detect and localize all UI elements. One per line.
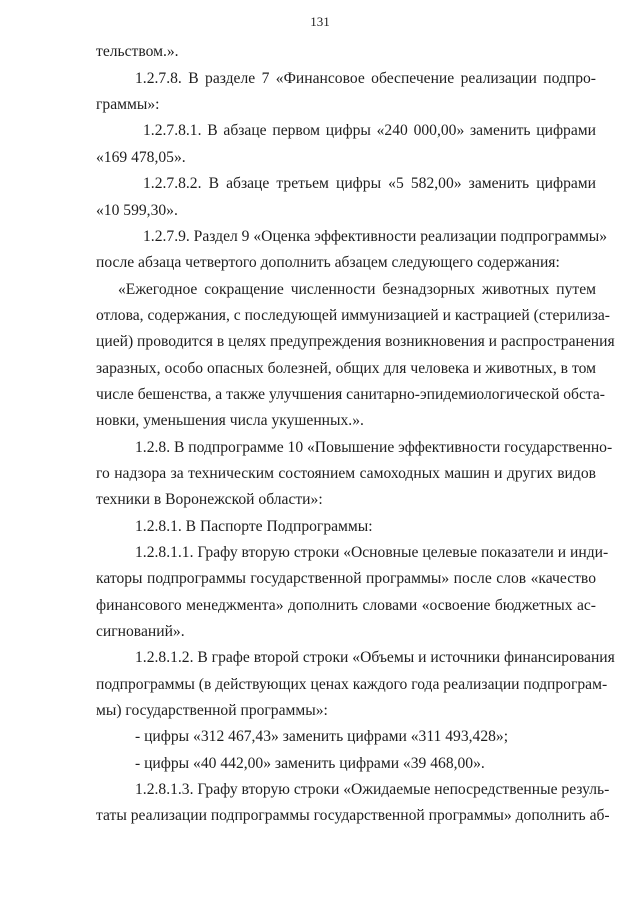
text-line: 1.2.8.1.1. Графу вторую строки «Основные целевые показатели и инди-	[135, 544, 609, 561]
text-line: 1.2.7.9. Раздел 9 «Оценка эффективности реализации подпрограммы»	[143, 228, 608, 245]
text-line: - цифры «40 442,00» заменить цифрами «39 468,00».	[135, 755, 485, 772]
text-line: техники в Воронежской области»:	[96, 491, 323, 508]
text-line: «10 599,30».	[96, 202, 178, 219]
text-line: новки, уменьшения числа укушенных.».	[96, 412, 364, 429]
text-line: 1.2.8.1.3. Графу вторую строки «Ожидаемые непосредственные резуль-	[135, 781, 610, 798]
text-line: 1.2.7.8.1. В абзаце первом цифры «240 000,00» заменить цифрами	[143, 122, 596, 139]
text-line: отлова, содержания, с последующей иммунизацией и кастрацией (стерилиза-	[96, 307, 610, 324]
text-line: подпрограммы (в действующих ценах каждого года реализации подпрограм-	[96, 676, 608, 693]
text-line: 1.2.8. В подпрограмме 10 «Повышение эффективности государственно-	[135, 439, 613, 456]
text-line: го надзора за техническим состоянием самоходных машин и других видов	[96, 465, 596, 482]
text-line: 1.2.7.8.2. В абзаце третьем цифры «5 582,00» заменить цифрами	[143, 175, 596, 192]
text-line: «Ежегодное сокращение численности безнадзорных животных путем	[118, 281, 596, 298]
text-line: мы) государственной программы»:	[96, 702, 328, 719]
text-line: граммы»:	[96, 96, 160, 113]
text-line: таты реализации подпрограммы государственной программы» дополнить аб-	[96, 807, 610, 824]
text-line: 1.2.8.1.2. В графе второй строки «Объемы и источники финансирования	[135, 649, 615, 666]
text-line: - цифры «312 467,43» заменить цифрами «311 493,428»;	[135, 728, 509, 745]
text-line: цией) проводится в целях предупреждения возникновения и распространения	[96, 333, 615, 350]
text-line: финансового менеджмента» дополнить словами «освоение бюджетных ас-	[96, 597, 596, 614]
text-line: после абзаца четвертого дополнить абзацем следующего содержания:	[96, 254, 560, 271]
text-line: каторы подпрограммы государственной программы» после слов «качество	[96, 570, 596, 587]
text-line: заразных, особо опасных болезней, общих для человека и животных, в том	[96, 360, 596, 377]
text-line: числе бешенства, а также улучшения санитарно-эпидемиологической обста-	[96, 386, 605, 403]
text-line: 1.2.8.1. В Паспорте Подпрограммы:	[135, 518, 373, 535]
page-number: 131	[310, 14, 330, 29]
text-line: «169 478,05».	[96, 149, 186, 166]
text-line: тельством.».	[96, 43, 179, 60]
text-line: сигнований».	[96, 623, 185, 640]
text-line: 1.2.7.8. В разделе 7 «Финансовое обеспечение реализации подпро-	[135, 70, 596, 87]
